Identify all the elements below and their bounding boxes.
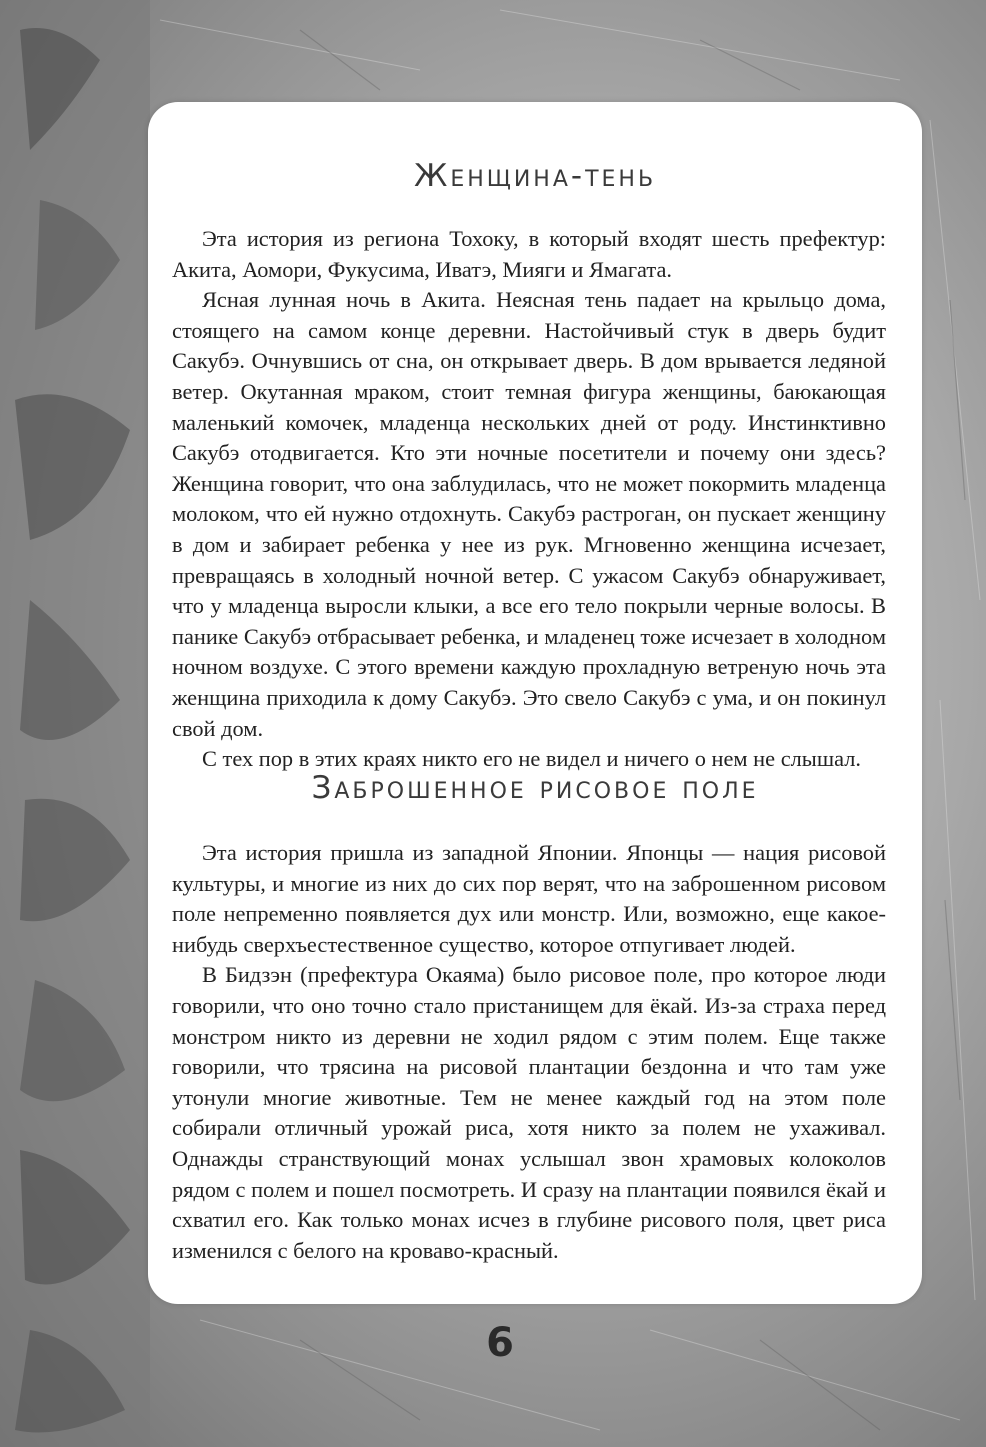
paragraph: С тех пор в этих краях никто его не видел и ничего о нем не слышал. [202,746,861,772]
section-body-shadow-woman [172,224,886,775]
section-title-shadow-woman: Женщина-тень [413,158,657,194]
paragraph: Эта история пришла из западной Японии. Японцы — нация рисовой культуры, и многие из них до сих пор верят, что на заброшенном рисовом поле непременно появляется дух или монстр. Или, возможно, еще какое-нибудь сверхъестественное существо, которое отпугивает людей. [172,840,886,957]
paragraph: В Бидзэн (префектура Окаяма) было рисовое поле, про которое люди говорили, что оно точно стало пристанищем для ёкай. Из-за страха перед монстром никто из деревни не ходил рядом с этим полем. Еще также говорили, что трясина на рисовой плантации бездонна и что там уже утонули многие животные. Тем не менее каждый год на этом поле собирали отличный урожай риса, хотя никто за полем не ухаживал. Однажды странствующий монах услышал звон храмовых колоколов рядом с полем и пошел посмотреть. И сразу на плантации появился ёкай и схватил его. Как только монах исчез в глубине рисового поля, цвет риса изменился с белого на кроваво-красный. [172,962,886,1263]
paragraph: Эта история из региона Тохоку, в который входят шесть префектур: Акита, Аомори, Фукусима, Иватэ, Мияги и Ямагата. [172,226,886,282]
page-number: 6 [486,1320,514,1366]
section-title-abandoned-rice-field: Заброшенное рисовое поле [311,770,759,806]
section-body-abandoned-rice-field [172,838,886,1266]
content-card [148,102,922,1304]
paragraph: Ясная лунная ночь в Акита. Неясная тень падает на крыльцо дома, стоящего на самом конце деревни. Настойчивый стук в дверь будит Сакубэ. Очнувшись от сна, он открывает дверь. В дом врывается ледяной ветер. Окутанная мраком, стоит темная фигура женщины, баюкающая маленький комочек, младенца нескольких дней от роду. Инстинктивно Сакубэ отодвигается. Кто эти ночные посетители и почему они здесь? Женщина говорит, что она заблудилась, что не может покормить младенца молоком, что ей нужно отдохнуть. Сакубэ растроган, он пускает женщину в дом и забирает ребенка у нее из рук. Мгновенно женщина исчезает, превращаясь в холодный ночной ветер. С ужасом Сакубэ обнаруживает, что у младенца выросли клыки, а все его тело покрыли черные волосы. В панике Сакубэ отбрасывает ребенка, и младенец тоже исчезает в холодном ночном воздухе. С этого времени каждую прохладную ветреную ночь эта женщина приходила к дому Сакубэ. Это свело Сакубэ с ума, и он покинул свой дом. [172,287,886,741]
